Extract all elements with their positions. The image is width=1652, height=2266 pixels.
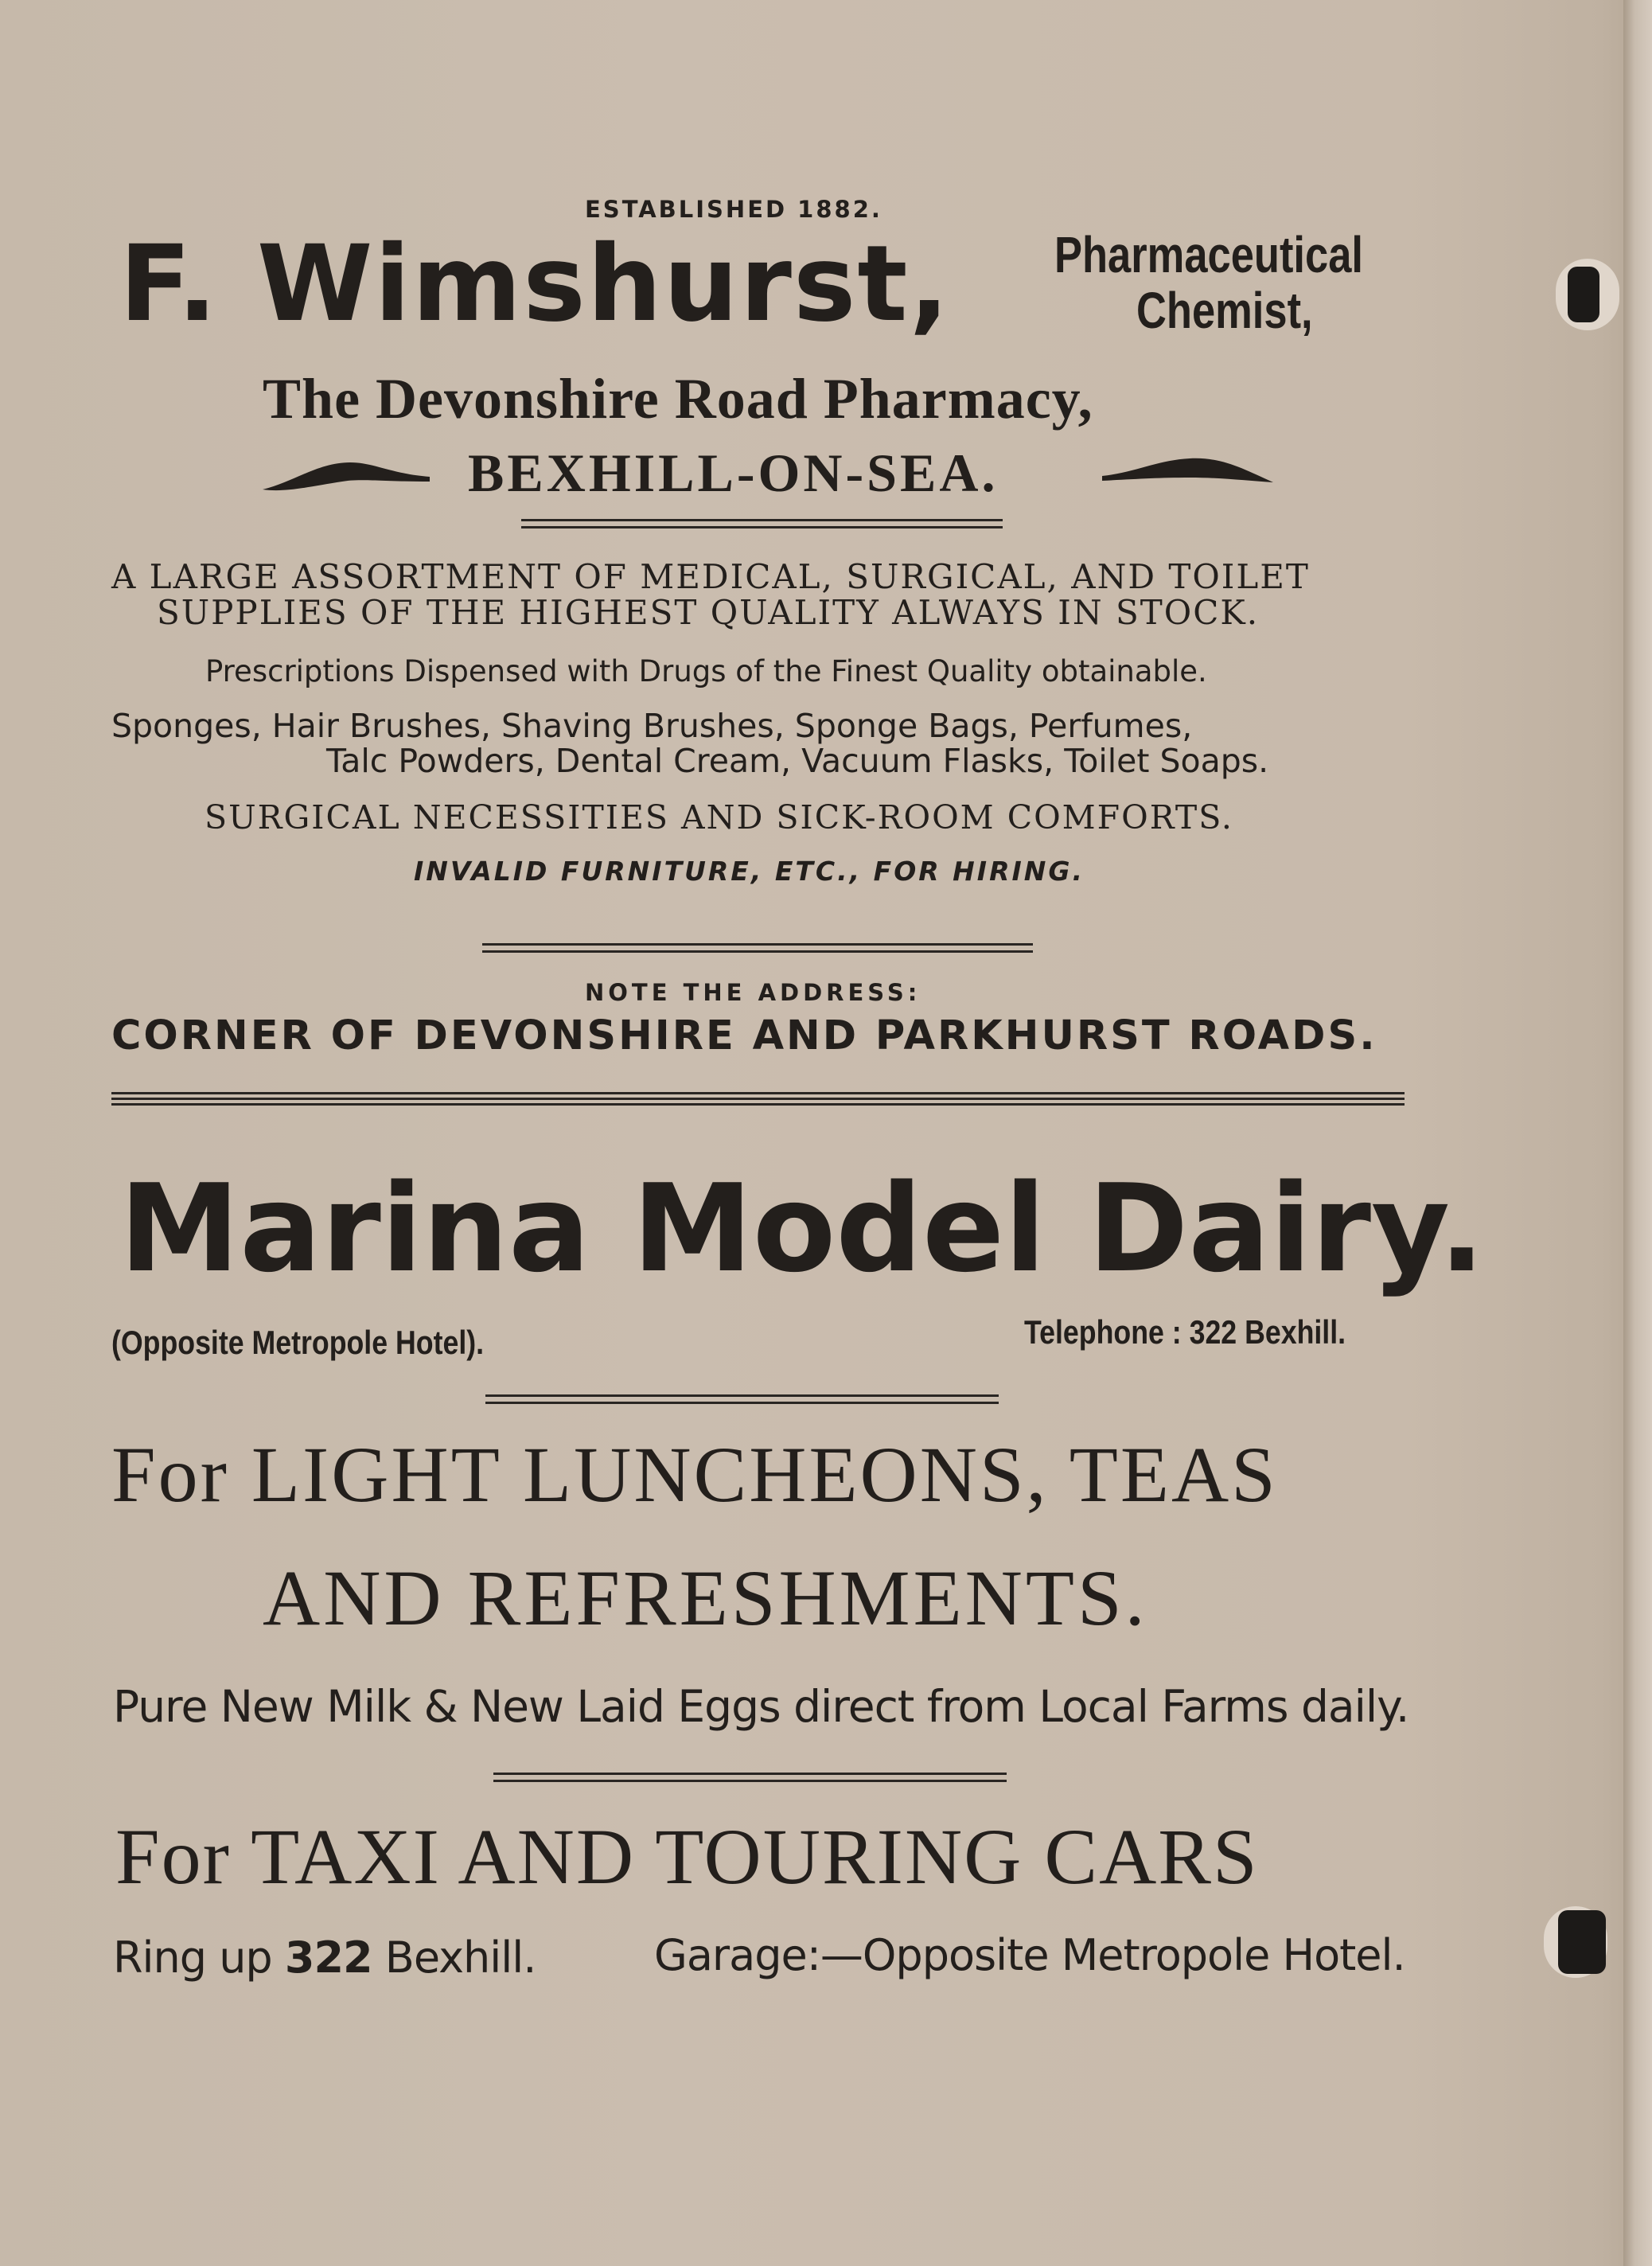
divider-rule bbox=[493, 1773, 1007, 1782]
established-line: ESTABLISHED 1882. bbox=[585, 196, 882, 223]
ring-up-number: 322 bbox=[284, 1933, 372, 1983]
ring-up-line bbox=[113, 1933, 536, 1983]
milk-eggs-line: Pure New Milk & New Laid Eggs direct from Local Farms daily. bbox=[113, 1681, 1409, 1732]
pharmacy-name: The Devonshire Road Pharmacy, bbox=[263, 367, 1093, 431]
invalid-furniture-line: INVALID FURNITURE, ETC., FOR HIRING. bbox=[414, 856, 1085, 887]
page-edge bbox=[1623, 0, 1652, 2266]
divider-rule bbox=[521, 519, 1003, 528]
dairy-location: (Opposite Metropole Hotel). bbox=[111, 1324, 485, 1361]
torn-mark-bottom bbox=[1558, 1910, 1606, 1974]
dairy-name: Marina Model Dairy. bbox=[119, 1158, 1485, 1299]
taxi-line: For TAXI AND TOURING CARS bbox=[115, 1812, 1259, 1901]
dairy-telephone: Telephone : 322 Bexhill. bbox=[1024, 1313, 1346, 1351]
ring-up-place: Bexhill. bbox=[384, 1933, 536, 1983]
town-name: BEXHILL-ON-SEA. bbox=[468, 443, 999, 503]
chemist-name: F. Wimshurst, bbox=[119, 223, 951, 345]
luncheons-line-2: AND REFRESHMENTS. bbox=[263, 1554, 1148, 1642]
goods-line-1: Sponges, Hair Brushes, Shaving Brushes, Sponge Bags, Perfumes, bbox=[111, 707, 1193, 745]
prescriptions-line: Prescriptions Dispensed with Drugs of the Finest Quality obtainable. bbox=[205, 654, 1207, 688]
luncheons-line-1: For LIGHT LUNCHEONS, TEAS bbox=[111, 1430, 1278, 1519]
divider-rule bbox=[485, 1394, 999, 1404]
trade-line-1: Pharmaceutical bbox=[1054, 226, 1363, 283]
trade-line-2: Chemist, bbox=[1136, 282, 1313, 339]
section-divider bbox=[111, 1092, 1405, 1106]
left-swoosh-ornament bbox=[263, 458, 430, 493]
assortment-line-2: SUPPLIES OF THE HIGHEST QUALITY ALWAYS IN STOCK. bbox=[157, 593, 1260, 632]
right-swoosh-ornament bbox=[1102, 454, 1273, 489]
torn-mark-top bbox=[1568, 267, 1599, 322]
address-line: CORNER OF DEVONSHIRE AND PARKHURST ROADS. bbox=[111, 1012, 1377, 1059]
surgical-line: SURGICAL NECESSITIES AND SICK-ROOM COMFORTS. bbox=[205, 798, 1233, 837]
note-line: NOTE THE ADDRESS: bbox=[585, 979, 921, 1006]
garage-line: Garage:—Opposite Metropole Hotel. bbox=[654, 1930, 1405, 1980]
divider-rule bbox=[482, 943, 1033, 953]
goods-line-2: Talc Powders, Dental Cream, Vacuum Flasks, Toilet Soaps. bbox=[326, 742, 1269, 780]
ring-up-text: Ring up bbox=[113, 1933, 272, 1983]
assortment-line-1: A LARGE ASSORTMENT OF MEDICAL, SURGICAL, AND TOILET bbox=[111, 557, 1310, 596]
